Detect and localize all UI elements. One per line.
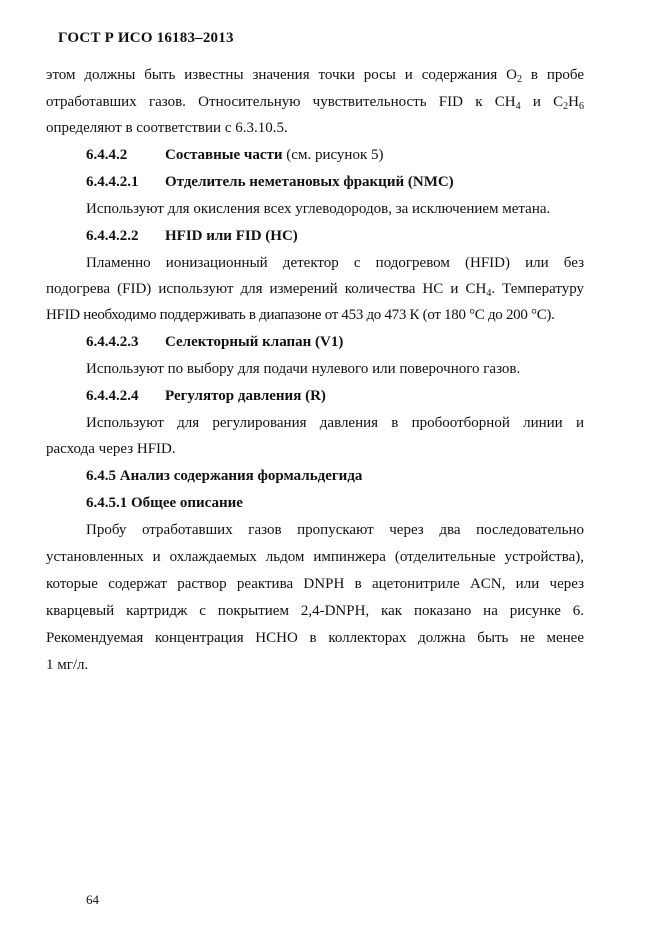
subscript: 2 — [516, 74, 522, 85]
paragraph-line: Используют для окисления всех углеводородов, за исключением метана. — [86, 201, 551, 217]
section-title: Регулятор давления (R) — [165, 388, 326, 404]
paragraph-line — [46, 66, 584, 84]
paragraph-line: Рекомендуемая концентрация HCHO в коллекторах должна быть не менее — [46, 630, 584, 646]
section-number: 6.4.4.2.3 — [86, 334, 139, 350]
paragraph-line: определяют в соответствии с 6.3.10.5. — [46, 120, 288, 136]
section-title: Составные части — [165, 147, 283, 163]
paragraph-line: 1 мг/л. — [46, 657, 89, 673]
paragraph-line: кварцевый картридж с покрытием 2,4-DNPH, как показано на рисунке 6. — [46, 603, 584, 619]
text-fragment: H — [568, 94, 579, 110]
text-fragment: отработавших газов. Относительную чувствительность FID к CH — [46, 94, 516, 110]
section-heading-6-4-5-1: 6.4.5.1 Общее описание — [86, 495, 243, 511]
section-number: 6.4.4.2 — [86, 147, 128, 163]
paragraph-line: Пробу отработавших газов пропускают через два последовательно — [86, 522, 584, 538]
text-fragment: подогрева (FID) используют для измерений количества HC и CH — [46, 281, 487, 297]
document-header: ГОСТ Р ИСО 16183–2013 — [58, 30, 234, 46]
paragraph-line: расхода через HFID. — [46, 441, 176, 457]
text-fragment: . Температуру — [491, 281, 585, 297]
paragraph-line: которые содержат раствор реактива DNPH в ацетонитриле ACN, или через — [46, 576, 584, 592]
paragraph-line — [46, 93, 584, 111]
section-heading-6-4-5: 6.4.5 Анализ содержания формальдегида — [86, 468, 363, 484]
section-number: 6.4.4.2.2 — [86, 228, 139, 244]
section-heading-6-4-4-2-2 — [86, 227, 584, 245]
figure-reference: (см. рисунок 5) — [282, 147, 384, 163]
section-heading-6-4-4-2-1 — [86, 173, 584, 191]
section-heading-6-4-4-2-3 — [86, 333, 584, 351]
subscript: 6 — [578, 101, 584, 112]
subscript: 4 — [515, 101, 521, 112]
section-title: HFID или FID (HC) — [165, 228, 298, 244]
paragraph-line: Используют для регулирования давления в пробоотборной линии и — [86, 415, 584, 431]
page-number: 64 — [86, 892, 99, 907]
paragraph-line — [46, 280, 584, 298]
paragraph-line: установленных и охлаждаемых льдом импинжера (отделительные устройства), — [46, 549, 584, 565]
section-number: 6.4.4.2.1 — [86, 174, 139, 190]
paragraph-line: Пламенно ионизационный детектор с подогревом (HFID) или без — [86, 255, 584, 271]
paragraph-line: Используют по выбору для подачи нулевого или поверочного газов. — [86, 361, 521, 377]
text-fragment: в пробе — [521, 67, 584, 83]
text-fragment: и C — [520, 94, 564, 110]
section-heading-6-4-4-2-4 — [86, 387, 584, 405]
section-title: Селекторный клапан (V1) — [165, 334, 344, 350]
section-title: Отделитель неметановых фракций (NMC) — [165, 174, 454, 190]
section-heading-6-4-4-2 — [86, 146, 584, 164]
paragraph-line: HFID необходимо поддерживать в диапазоне от 453 до 473 К (от 180 °С до 200 °С). — [46, 307, 555, 323]
text-fragment: этом должны быть известны значения точки росы и содержания O — [46, 67, 517, 83]
subscript: 4 — [486, 288, 492, 299]
section-number: 6.4.4.2.4 — [86, 388, 139, 404]
subscript: 2 — [563, 101, 569, 112]
